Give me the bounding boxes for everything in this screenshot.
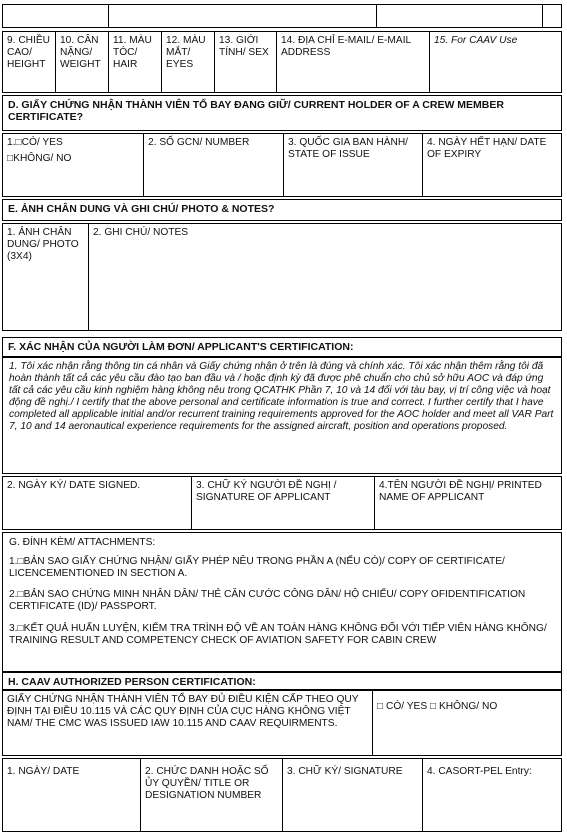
email-field[interactable]: 14. ĐỊA CHỈ E-MAIL/ E-MAIL ADDRESS	[277, 32, 430, 92]
section-f-header	[2, 337, 562, 357]
height-field[interactable]: 9. CHIỀU CAO/ HEIGHT	[3, 32, 56, 92]
printed-name-field[interactable]: 4.TÊN NGƯỜI ĐỀ NGHỊ/ PRINTED NAME OF APPLICANT	[379, 480, 542, 503]
section-f-title: F. XÁC NHẬN CỦA NGƯỜI LÀM ĐƠN/ APPLICANT'S CERTIFICATION:	[8, 341, 354, 353]
blank-cell	[543, 5, 561, 27]
crew-cert-yes-no[interactable]	[3, 134, 144, 196]
casort-pel-entry-field[interactable]: 4. CASORT-PEL Entry:	[427, 766, 532, 777]
section-d-title: D. GIẤY CHỨNG NHẬN THÀNH VIÊN TỔ BAY ĐANG GIỮ/ CURRENT HOLDER OF A CREW MEMBER CERTIFICATE?	[8, 99, 504, 123]
blank-cell	[377, 5, 543, 27]
section-e-header	[2, 199, 562, 221]
attachment-item-3[interactable]: 3.□KẾT QUẢ HUẤN LUYỆN, KIỂM TRA TRÌNH ĐỘ VỀ AN TOÀN HÀNG KHÔNG ĐỐI VỚI TIẾP VIÊN HÀNG KHÔNG/ TRAINING RESULT AND COMPETENCY CHECK OF AVIATION SAFETY FOR CABIN CREW	[9, 623, 547, 646]
section-e-fields	[2, 223, 562, 331]
section-f-statement-row	[2, 357, 562, 474]
section-f-signature-row	[2, 476, 562, 530]
section-h-statement-row	[2, 690, 562, 756]
top-blank-row	[2, 4, 562, 28]
application-form	[2, 4, 562, 834]
hair-field[interactable]: 11. MÀU TÓC/ HAIR	[109, 32, 162, 92]
caav-statement: GIẤY CHỨNG NHẬN THÀNH VIÊN TỔ BAY ĐỦ ĐIỀU KIỆN CẤP THEO QUY ĐỊNH TẠI ĐIỀU 10.115 VÀ CÁC QUY ĐỊNH CỦA CỤC HÀNG KHÔNG VIỆT NAM/ THE CMC WAS ISSUED IAW 10.115 AND CAAV REQUIRMENTS.	[3, 691, 373, 755]
section-d-fields	[2, 133, 562, 197]
caav-use-field: 15. For CAAV Use	[434, 35, 518, 46]
date-signed-field[interactable]: 2. NGÀY KÝ/ DATE SIGNED.	[3, 477, 192, 529]
designation-field[interactable]: 2. CHỨC DANH HOẶC SỐ ỦY QUYỀN/ TITLE OR DESIGNATION NUMBER	[141, 759, 283, 831]
caav-yes-no[interactable]: □ CÓ/ YES □ KHÔNG/ NO	[377, 701, 498, 712]
personal-details-row	[2, 31, 562, 93]
attachment-item-1[interactable]: 1.□BẢN SAO GIẤY CHỨNG NHẬN/ GIẤY PHÉP NÊU TRONG PHẦN A (NẾU CÓ)/ COPY OF CERTIFICATE/ LICENCEMENTIONED IN SECTION A.	[9, 556, 505, 579]
photo-box[interactable]: 1. ẢNH CHÂN DUNG/ PHOTO (3X4)	[3, 224, 89, 330]
notes-field[interactable]: 2. GHI CHÚ/ NOTES	[93, 227, 189, 238]
caav-signature-field[interactable]: 3. CHỮ KÝ/ SIGNATURE	[283, 759, 423, 831]
section-d-header	[2, 95, 562, 131]
eyes-field[interactable]: 12. MÀU MẮT/ EYES	[162, 32, 215, 92]
state-of-issue-field[interactable]: 3. QUỐC GIA BAN HÀNH/ STATE OF ISSUE	[284, 134, 423, 196]
caav-date-field[interactable]: 1. NGÀY/ DATE	[3, 759, 141, 831]
section-h-fields-row	[2, 758, 562, 832]
section-h-title: H. CAAV AUTHORIZED PERSON CERTIFICATION:	[8, 676, 256, 688]
attachment-item-2[interactable]: 2.□BẢN SAO CHỨNG MINH NHÂN DÂN/ THẺ CĂN CƯỚC CÔNG DÂN/ HỘ CHIẾU/ COPY OFIDENTIFICATION CERTIFICATE (ID)/ PASSPORT.	[9, 589, 526, 612]
applicant-signature-field[interactable]: 3. CHỮ KÝ NGƯỜI ĐỀ NGHỊ / SIGNATURE OF APPLICANT	[192, 477, 375, 529]
cert-number-field[interactable]: 2. SỐ GCN/ NUMBER	[144, 134, 284, 196]
applicant-certification-text: 1. Tôi xác nhận rằng thông tin cá nhân và Giấy chứng nhận ở trên là đúng và chính xác. Tôi xác nhận thêm rằng tôi đã hoàn thành tất cả các yêu cầu đào tạo ban đầu và / hoặc định kỳ đã được phê chuẩn cho chủ sở hữu AOC và đáp ứng tất cả các yêu cầu kinh nghiệm hàng không nêu trong QCATHK Phần 7, 10 và 14 đối với tàu bay, vị trí công việc và hoạt động đề nghị./ I certify that the above personal and certificate information is true and correct. I further certify that I have completed all applicable initial and/or recurrent training requirements approved for the AOC holder and meet all VAR Part 7, 10 and 14 aeronautical experience requirements for the assigned aircraft, position and operations proposed.	[9, 361, 554, 432]
section-g-title: G. ĐÍNH KÈM/ ATTACHMENTS:	[9, 537, 156, 548]
blank-cell	[3, 5, 109, 27]
section-e-title: E. ẢNH CHÂN DUNG VÀ GHI CHÚ/ PHOTO & NOTES?	[8, 203, 275, 215]
expiry-date-field[interactable]: 4. NGÀY HẾT HẠN/ DATE OF EXPIRY	[427, 137, 547, 160]
yes-checkbox[interactable]: 1.□CÓ/ YES	[7, 137, 63, 148]
sex-field[interactable]: 13. GIỚI TÍNH/ SEX	[215, 32, 277, 92]
section-g-block	[2, 532, 562, 672]
section-h-header	[2, 672, 562, 690]
blank-cell	[109, 5, 377, 27]
no-checkbox[interactable]: □KHÔNG/ NO	[7, 153, 72, 164]
weight-field[interactable]: 10. CÂN NẶNG/ WEIGHT	[56, 32, 109, 92]
